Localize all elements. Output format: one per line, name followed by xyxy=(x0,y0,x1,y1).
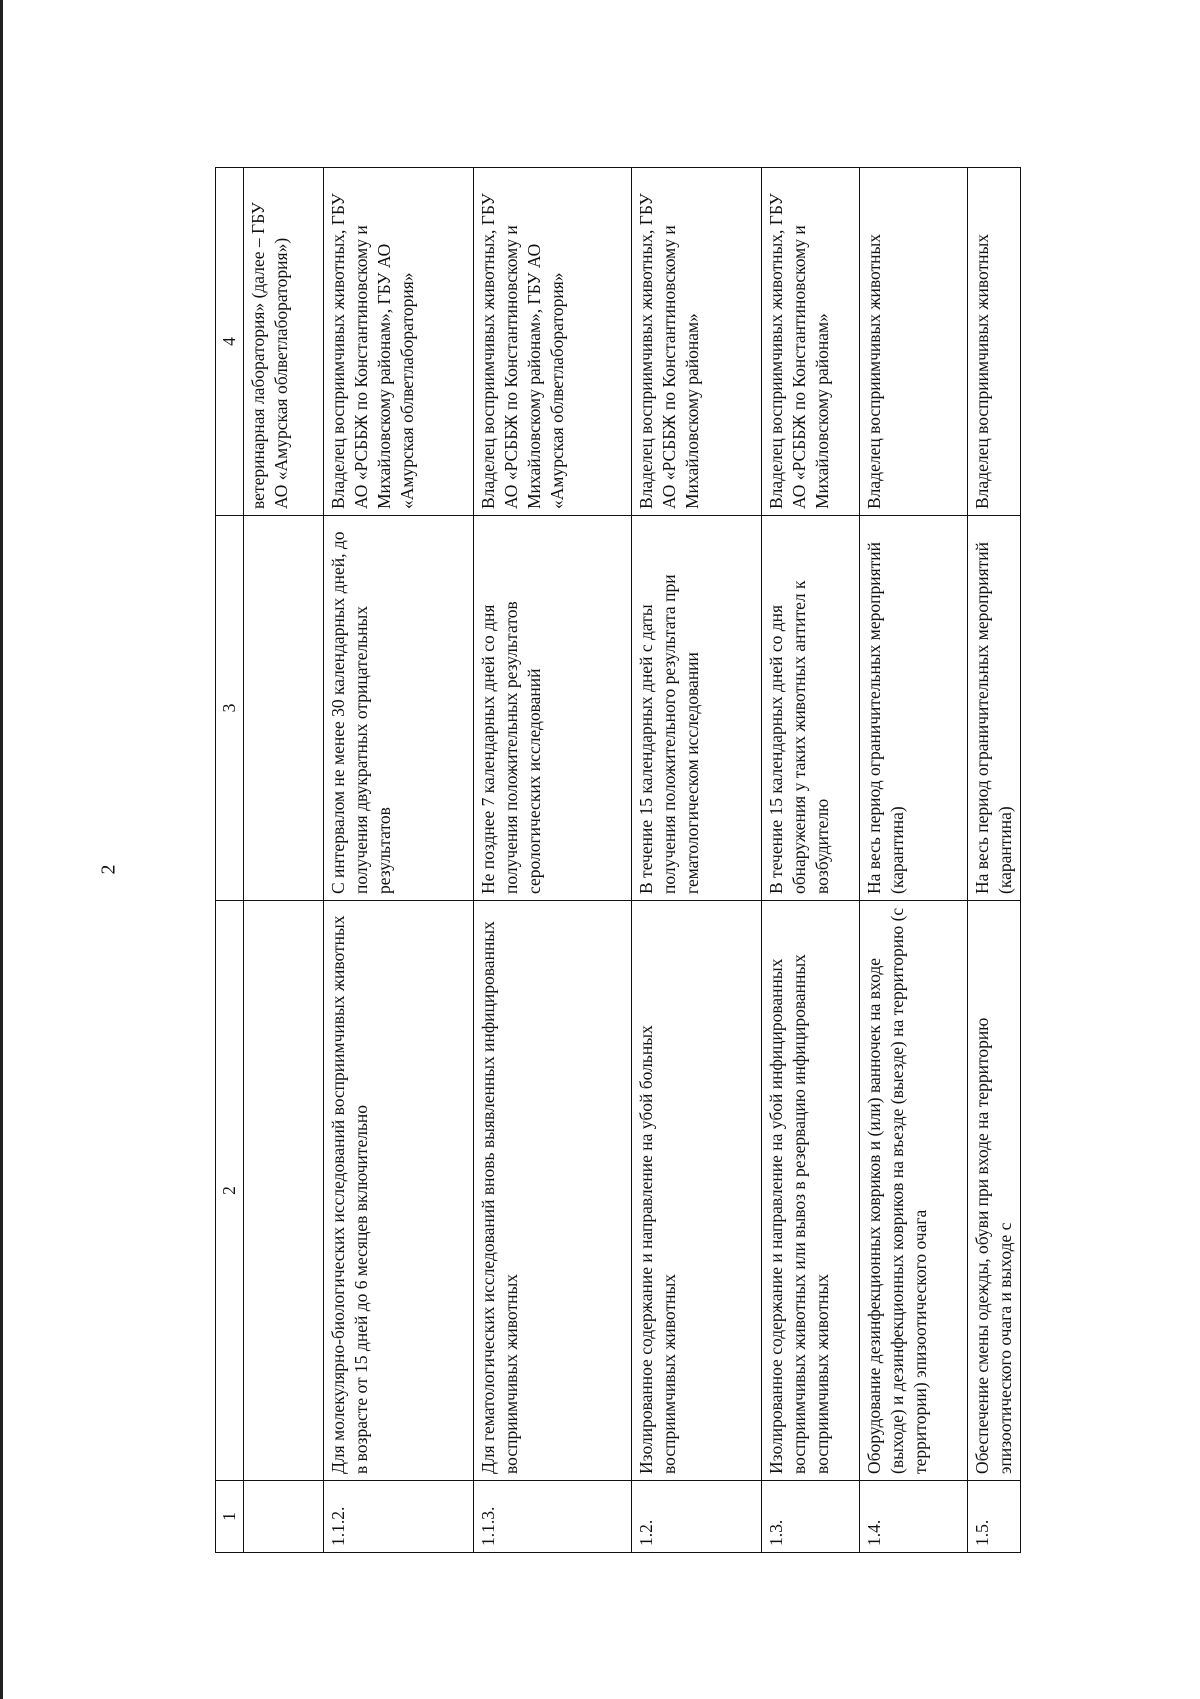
cell-number: 1.1.2. xyxy=(324,1481,474,1553)
cell-responsible: Владелец восприимчивых животных, ГБУ АО «РСББЖ по Константиновскому и Михайловскому районам», ГБУ АО «Амурская облветлаборатория» xyxy=(474,168,632,516)
cell-measure: Для гематологических исследований вновь выявленных инфицированных восприимчивых животных xyxy=(474,901,632,1481)
table-header-row xyxy=(216,168,244,1553)
cell-measure: Обеспечение смены одежды, обуви при входе на территорию эпизоотического очага и выходе с xyxy=(968,901,1021,1481)
cell-measure: Изолированное содержание и направление на убой инфицированных восприимчивых животных или вывоз в резервацию инфицированных восприимчивых животных xyxy=(762,901,860,1481)
table-row xyxy=(860,168,968,1553)
cell-responsible: Владелец восприимчивых животных, ГБУ АО «РСББЖ по Константиновскому и Михайловскому районам» xyxy=(762,168,860,516)
cell-term xyxy=(244,516,324,901)
measures-table xyxy=(215,167,1021,1553)
scan-edge-line xyxy=(0,0,3,1699)
cell-measure: Для молекулярно-биологических исследований восприимчивых животных в возрасте от 15 дней до 6 месяцев включительно xyxy=(324,901,474,1481)
cell-term: С интервалом не менее 30 календарных дней, до получения двукратных отрицательных результатов xyxy=(324,516,474,901)
cell-term: Не позднее 7 календарных дней со дня получения положительных результатов серологических исследований xyxy=(474,516,632,901)
cell-term: На весь период ограничительных мероприятий (карантина) xyxy=(968,516,1021,901)
cell-measure: Оборудование дезинфекционных ковриков и (или) ванночек на входе (выходе) и дезинфекционных ковриков на въезде (выезде) на территорию (с территории) эпизоотического очага xyxy=(860,901,968,1481)
header-col-3: 3 xyxy=(216,516,244,901)
cell-responsible: Владелец восприимчивых животных, ГБУ АО «РСББЖ по Константиновскому и Михайловскому районам» xyxy=(632,168,762,516)
cell-number: 1.2. xyxy=(632,1481,762,1553)
cell-term: В течение 15 календарных дней со дня обнаружения у таких животных антител к возбудителю xyxy=(762,516,860,901)
cell-number: 1.3. xyxy=(762,1481,860,1553)
cell-responsible: Владелец восприимчивых животных, ГБУ АО «РСББЖ по Константиновскому и Михайловскому районам», ГБУ АО «Амурская облветлаборатория» xyxy=(324,168,474,516)
cell-measure xyxy=(244,901,324,1481)
table-row-continuation xyxy=(244,168,324,1553)
cell-number: 1.1.3. xyxy=(474,1481,632,1553)
measures-table-rotated xyxy=(215,168,1085,1553)
cell-responsible: ветеринарная лаборатория» (далее – ГБУ АО «Амурская облветлаборатория») xyxy=(244,168,324,516)
cell-term: В течение 15 календарных дней с даты получения положительного результата при гематологическом исследовании xyxy=(632,516,762,901)
cell-term: На весь период ограничительных мероприятий (карантина) xyxy=(860,516,968,901)
cell-measure: Изолированное содержание и направление на убой больных восприимчивых животных xyxy=(632,901,762,1481)
cell-responsible: Владелец восприимчивых животных xyxy=(968,168,1021,516)
cell-number: 1.5. xyxy=(968,1481,1021,1553)
table-row xyxy=(762,168,860,1553)
table-row xyxy=(968,168,1021,1553)
cell-number xyxy=(244,1481,324,1553)
header-col-2: 2 xyxy=(216,901,244,1481)
cell-number: 1.4. xyxy=(860,1481,968,1553)
table-row xyxy=(474,168,632,1553)
header-col-4: 4 xyxy=(216,168,244,516)
cell-responsible: Владелец восприимчивых животных xyxy=(860,168,968,516)
page-number: 2 xyxy=(97,864,120,875)
table-row xyxy=(632,168,762,1553)
table-row xyxy=(324,168,474,1553)
header-col-1: 1 xyxy=(216,1481,244,1553)
